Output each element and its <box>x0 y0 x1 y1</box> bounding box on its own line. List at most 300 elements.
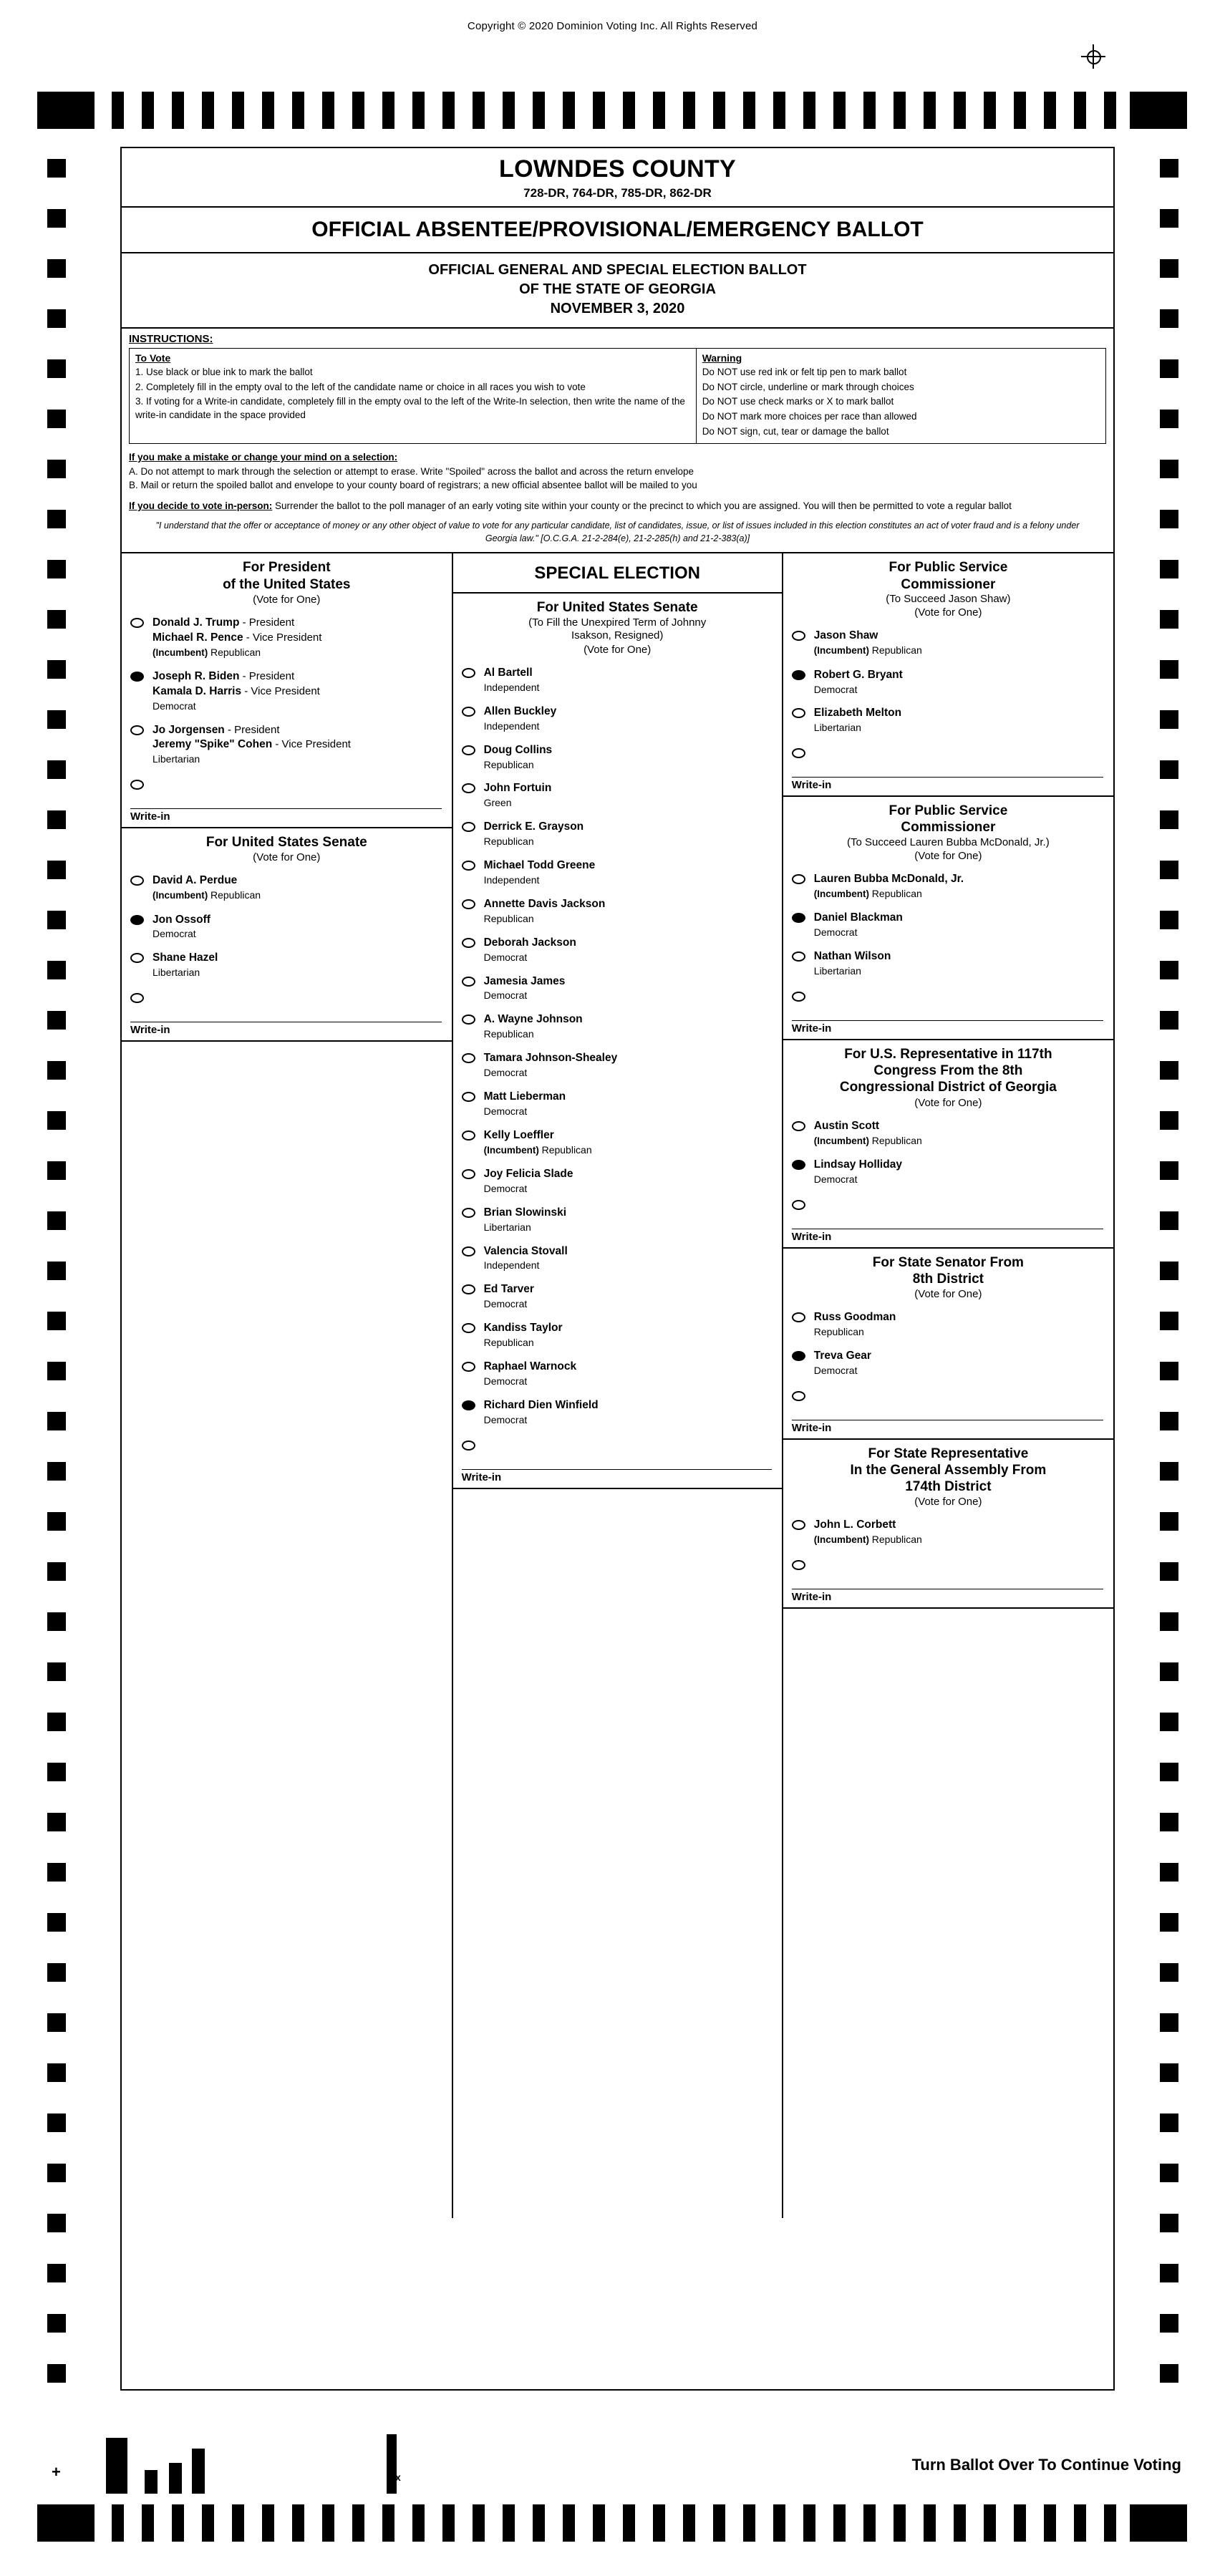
mistake-item-a: A. Do not attempt to mark through the selection or attempt to erase. Write "Spoiled" across the ballot and across the return envelope <box>129 465 694 477</box>
vote-oval-empty[interactable] <box>462 938 475 948</box>
timing-mark <box>1160 1662 1178 1681</box>
vote-for-instruction: (Vote for One) <box>914 1287 982 1300</box>
candidate-name: John Fortuin <box>483 782 552 795</box>
candidate-option[interactable] <box>453 1007 782 1045</box>
vote-oval-empty[interactable] <box>462 1284 475 1294</box>
party-label: Republican <box>483 1337 534 1349</box>
party-label: Democrat <box>152 928 196 940</box>
election-header <box>122 253 1113 329</box>
vote-oval-empty[interactable] <box>462 1323 475 1333</box>
candidate-name: Richard Dien Winfield <box>483 1398 599 1411</box>
candidate-text <box>814 1119 922 1148</box>
write-in-option[interactable] <box>453 1431 782 1453</box>
candidate-name: Donald J. Trump <box>152 616 240 629</box>
contest-header <box>783 1440 1113 1513</box>
timing-mark <box>322 2504 334 2542</box>
party-label: Republican <box>210 889 261 901</box>
candidate-name: Jon Ossoff <box>152 913 210 926</box>
timing-mark <box>47 1813 66 1831</box>
candidate-option[interactable] <box>453 930 782 969</box>
candidate-office: - President <box>224 723 280 736</box>
timing-mark <box>412 2504 425 2542</box>
candidate-text <box>484 1051 618 1080</box>
candidate-name: Lindsay Holliday <box>813 1158 902 1171</box>
candidate-name: A. Wayne Johnson <box>483 1013 583 1026</box>
timing-mark <box>47 1713 66 1731</box>
timing-mark <box>1074 92 1086 129</box>
timing-mark <box>47 1963 66 1982</box>
vote-oval-empty[interactable] <box>462 1053 475 1063</box>
contest-title-line: Commissioner <box>901 576 996 592</box>
vote-oval-filled[interactable] <box>792 1351 805 1361</box>
timing-mark <box>47 309 66 328</box>
warning-item: Do NOT use red ink or felt tip pen to mark ballot <box>702 367 907 377</box>
party-label: Green <box>483 797 512 809</box>
timing-mark <box>442 2504 455 2542</box>
timing-mark <box>47 1312 66 1330</box>
write-in-oval-empty[interactable] <box>792 748 805 758</box>
candidate-option[interactable] <box>453 969 782 1007</box>
timing-mark <box>683 92 695 129</box>
instructions-title: INSTRUCTIONS: <box>129 333 213 345</box>
vote-oval-empty[interactable] <box>792 1121 805 1131</box>
timing-mark <box>352 92 364 129</box>
timing-mark <box>47 2013 66 2032</box>
timing-mark <box>47 2113 66 2132</box>
candidate-option[interactable] <box>453 660 782 699</box>
party-label: Libertarian <box>152 753 200 765</box>
candidate-name: Tamara Johnson-Shealey <box>483 1052 618 1065</box>
write-in-oval-empty[interactable] <box>130 780 144 790</box>
candidate-option[interactable] <box>783 905 1113 944</box>
timing-mark <box>1160 2164 1178 2182</box>
candidate-option[interactable] <box>783 623 1113 662</box>
candidate-option[interactable] <box>783 944 1113 982</box>
candidate-option[interactable] <box>122 717 452 771</box>
candidate-option[interactable] <box>783 662 1113 701</box>
vote-oval-empty[interactable] <box>792 708 805 718</box>
timing-mark <box>593 92 605 129</box>
timing-mark <box>47 1211 66 1230</box>
write-in-oval-empty[interactable] <box>792 1391 805 1401</box>
timing-mark <box>1160 1763 1178 1781</box>
candidate-option[interactable] <box>122 610 452 664</box>
candidate-option[interactable] <box>453 853 782 891</box>
write-in-option[interactable] <box>122 770 452 793</box>
timing-mark <box>47 1412 66 1430</box>
incumbent-label: (Incumbent) <box>152 647 210 658</box>
party-label: Democrat <box>152 699 196 712</box>
incumbent-label: (Incumbent) <box>813 1534 872 1545</box>
timing-mark <box>1160 309 1178 328</box>
candidate-option[interactable] <box>122 664 452 717</box>
vote-oval-empty[interactable] <box>462 1169 475 1179</box>
timing-mark <box>863 2504 876 2542</box>
timing-mark <box>412 92 425 129</box>
timing-mark <box>202 2504 214 2542</box>
party-label: Libertarian <box>483 1221 531 1233</box>
ballot-header-county <box>122 148 1113 208</box>
to-vote-item: 3. If voting for a Write-in candidate, completely fill in the empty oval to the left of the Write-In selection, then write the name of the write-in candidate in the space provided <box>135 396 685 420</box>
contest-title-line: For United States Senate <box>205 835 367 851</box>
county-name: LOWNDES COUNTY <box>499 155 736 183</box>
candidate-text <box>152 616 321 659</box>
candidate-option[interactable] <box>453 814 782 853</box>
running-mate-name: Jeremy "Spike" Cohen <box>152 738 273 751</box>
in-person-instructions <box>129 499 1106 513</box>
timing-mark <box>1160 1612 1178 1631</box>
ballot-column-1 <box>122 553 453 2218</box>
contest-title-line: Congress From the 8th <box>873 1063 1023 1079</box>
candidate-name: Lauren Bubba McDonald, Jr. <box>813 873 964 886</box>
timing-mark <box>47 1763 66 1781</box>
write-in-label: Write-in <box>462 1469 772 1483</box>
instructions-warning <box>696 348 1106 444</box>
vote-oval-empty[interactable] <box>462 1362 475 1372</box>
election-line-2: OF THE STATE OF GEORGIA <box>519 281 716 297</box>
candidate-option[interactable] <box>783 1113 1113 1152</box>
timing-mark <box>262 92 274 129</box>
write-in-option[interactable] <box>783 982 1113 1004</box>
timing-mark <box>1160 660 1178 679</box>
vote-oval-empty[interactable] <box>792 1520 805 1530</box>
ballot-frame <box>120 147 1115 2391</box>
incumbent-label: (Incumbent) <box>483 1144 542 1156</box>
timing-mark <box>894 92 906 129</box>
candidate-option[interactable] <box>453 1045 782 1084</box>
timing-mark <box>503 92 515 129</box>
candidate-option[interactable] <box>453 1161 782 1200</box>
vote-oval-empty[interactable] <box>462 745 475 755</box>
timing-mark <box>1160 1412 1178 1430</box>
vote-oval-filled[interactable] <box>130 915 144 925</box>
candidate-name: Derrick E. Grayson <box>483 820 584 833</box>
vote-oval-empty[interactable] <box>462 1092 475 1102</box>
timing-mark <box>713 92 725 129</box>
candidate-option[interactable] <box>453 1084 782 1123</box>
candidate-name: Allen Buckley <box>483 704 557 717</box>
contest-title-line: For State Senator From <box>872 1254 1024 1270</box>
mistake-instructions <box>129 450 1106 493</box>
vote-oval-empty[interactable] <box>792 874 805 884</box>
party-label: Republican <box>483 912 534 924</box>
timing-mark <box>593 2504 605 2542</box>
candidate-name: Brian Slowinski <box>483 1206 566 1219</box>
vote-oval-empty[interactable] <box>792 952 805 962</box>
running-mate-office: - Vice President <box>241 684 320 697</box>
vote-oval-empty[interactable] <box>792 1312 805 1322</box>
vote-oval-empty[interactable] <box>462 1208 475 1218</box>
timing-mark <box>1044 92 1056 129</box>
write-in-option[interactable] <box>783 1191 1113 1213</box>
timing-mark <box>47 610 66 629</box>
party-label: Democrat <box>483 1375 528 1387</box>
candidate-option[interactable] <box>453 891 782 930</box>
timing-mark <box>232 2504 244 2542</box>
timing-mark <box>47 961 66 979</box>
candidate-option[interactable] <box>783 1152 1113 1191</box>
write-in-label: Write-in <box>792 1420 1103 1434</box>
timing-mark-block-bottom-right <box>1130 2504 1187 2542</box>
contest-header <box>783 797 1113 866</box>
candidate-option[interactable] <box>453 1277 782 1315</box>
to-vote-item: 2. Completely fill in the empty oval to the left of the candidate name or choice in all races you wish to vote <box>135 381 586 392</box>
timing-mark <box>47 861 66 879</box>
timing-mark <box>47 1161 66 1180</box>
candidate-text <box>814 872 964 901</box>
candidate-name: David A. Perdue <box>152 874 238 887</box>
candidate-name: Ed Tarver <box>483 1283 534 1296</box>
vote-oval-filled[interactable] <box>792 670 805 680</box>
incumbent-label: (Incumbent) <box>813 645 872 657</box>
candidate-name: Robert G. Bryant <box>813 668 903 681</box>
candidate-option[interactable] <box>783 1304 1113 1343</box>
contest-title-line: For State Representative <box>868 1446 1029 1461</box>
timing-mark <box>1074 2504 1086 2542</box>
candidate-option[interactable] <box>453 1393 782 1431</box>
candidate-office: - President <box>239 616 295 629</box>
write-in-oval-empty[interactable] <box>130 993 144 1003</box>
candidate-text <box>484 1012 583 1041</box>
timing-mark <box>47 1111 66 1130</box>
party-label: Libertarian <box>813 722 861 734</box>
vote-oval-filled[interactable] <box>130 672 144 682</box>
candidate-option[interactable] <box>453 737 782 776</box>
timing-mark <box>47 1011 66 1030</box>
timing-mark <box>47 810 66 829</box>
write-in-oval-empty[interactable] <box>792 1200 805 1210</box>
timing-mark <box>653 92 665 129</box>
in-person-text: Surrender the ballot to the poll manager of an early voting site within your county or the precinct to which you are assigned. You will then be permitted to vote a regular ballot <box>275 500 1012 511</box>
timing-mark <box>1160 1161 1178 1180</box>
contest-psc-shaw <box>783 553 1113 797</box>
candidate-text <box>814 949 891 978</box>
to-vote-heading: To Vote <box>135 352 171 364</box>
candidate-text <box>484 1282 534 1311</box>
candidate-name: Russ Goodman <box>813 1310 896 1323</box>
timing-mark <box>773 92 785 129</box>
timing-mark <box>1160 1963 1178 1982</box>
write-in-label: Write-in <box>130 808 442 823</box>
to-vote-item: 1. Use black or blue ink to mark the ballot <box>135 367 313 377</box>
contest-header <box>783 1040 1113 1113</box>
warning-heading: Warning <box>702 352 742 364</box>
timing-mark <box>1160 460 1178 478</box>
contest-title-line: Congressional District of Georgia <box>839 1080 1057 1095</box>
timing-mark <box>1014 2504 1026 2542</box>
candidate-option[interactable] <box>453 775 782 814</box>
party-label: Libertarian <box>152 967 200 979</box>
timing-mark <box>47 1562 66 1581</box>
ballot-type-label: OFFICIAL ABSENTEE/PROVISIONAL/EMERGENCY BALLOT <box>311 218 924 241</box>
timing-mark <box>1160 810 1178 829</box>
candidate-text <box>814 1310 896 1339</box>
timing-mark <box>1160 1512 1178 1531</box>
write-in-option[interactable] <box>783 1551 1113 1573</box>
candidate-option[interactable] <box>783 866 1113 905</box>
ballot-type-header <box>122 208 1113 253</box>
timing-mark <box>863 92 876 129</box>
candidate-text <box>484 743 553 772</box>
candidate-name: Doug Collins <box>483 743 553 756</box>
vote-oval-empty[interactable] <box>462 977 475 987</box>
vote-oval-empty[interactable] <box>462 783 475 793</box>
party-label: Democrat <box>813 683 858 695</box>
vote-oval-filled[interactable] <box>792 1160 805 1170</box>
timing-mark <box>1160 2264 1178 2282</box>
candidate-name: Jamesia James <box>483 974 566 987</box>
candidate-text <box>484 897 606 926</box>
timing-mark <box>47 2314 66 2333</box>
running-mate-name: Kamala D. Harris <box>152 684 242 697</box>
timing-mark <box>1160 359 1178 378</box>
candidate-option[interactable] <box>122 868 452 906</box>
candidate-name: Daniel Blackman <box>813 911 903 924</box>
ballot-columns <box>122 553 1113 2218</box>
timing-mark <box>47 1662 66 1681</box>
alignment-plus-mark: + <box>52 2463 61 2481</box>
contest-title-line: Commissioner <box>901 820 996 836</box>
vote-oval-empty[interactable] <box>462 861 475 871</box>
candidate-option[interactable] <box>453 1354 782 1393</box>
timing-mark <box>1160 2063 1178 2082</box>
write-in-oval-empty[interactable] <box>462 1440 475 1451</box>
voter-fraud-oath: "I understand that the offer or acceptance of money or any other object of value to vote for any particular candidate, list of candidates, issue, or list of issues included in this election constitutes an act of voter fraud and is a felony under Georgia law." [O.C.G.A. 21-2-284(e), 21-2-285(h) and 21-2-383(a)] <box>155 520 1080 543</box>
write-in-option[interactable] <box>783 739 1113 761</box>
mistake-heading: If you make a mistake or change your mind on a selection: <box>129 452 398 463</box>
vote-oval-empty[interactable] <box>462 1130 475 1141</box>
timing-mark <box>623 92 635 129</box>
candidate-option[interactable] <box>783 700 1113 739</box>
candidate-option[interactable] <box>453 1123 782 1161</box>
contest-subtitle-line: (To Fill the Unexpired Term of Johnny <box>528 616 707 629</box>
contest-title-line: For Public Service <box>889 560 1008 576</box>
contest-state-senator-8 <box>783 1249 1113 1440</box>
timing-mark <box>954 92 966 129</box>
write-in-label: Write-in <box>792 1020 1103 1035</box>
vote-oval-filled[interactable] <box>792 913 805 923</box>
candidate-option[interactable] <box>122 907 452 946</box>
vote-oval-empty[interactable] <box>792 631 805 641</box>
candidate-text <box>484 974 566 1003</box>
vote-oval-empty[interactable] <box>462 707 475 717</box>
candidate-text <box>814 629 922 657</box>
vote-oval-empty[interactable] <box>462 1015 475 1025</box>
timing-mark <box>47 2164 66 2182</box>
election-date: NOVEMBER 3, 2020 <box>550 301 685 316</box>
candidate-option[interactable] <box>453 1315 782 1354</box>
election-line-1: OFFICIAL GENERAL AND SPECIAL ELECTION BALLOT <box>428 262 807 278</box>
instructions-to-vote <box>129 348 696 444</box>
candidate-name: Joy Felicia Slade <box>483 1167 573 1180</box>
candidate-text <box>814 911 903 939</box>
id-mark-4 <box>192 2449 205 2494</box>
timing-mark <box>1160 1913 1178 1932</box>
candidate-name: Michael Todd Greene <box>483 859 596 872</box>
candidate-option[interactable] <box>783 1512 1113 1551</box>
vote-oval-empty[interactable] <box>130 618 144 628</box>
timing-mark <box>47 760 66 779</box>
candidate-option[interactable] <box>122 945 452 984</box>
candidate-name: Valencia Stovall <box>483 1244 568 1257</box>
vote-oval-empty[interactable] <box>462 668 475 678</box>
candidate-option[interactable] <box>783 1343 1113 1382</box>
party-label: Republican <box>871 888 922 900</box>
write-in-oval-empty[interactable] <box>792 1560 805 1570</box>
timing-mark <box>713 2504 725 2542</box>
timing-mark <box>47 2063 66 2082</box>
candidate-office: - President <box>239 669 295 682</box>
write-in-option[interactable] <box>122 984 452 1006</box>
candidate-name: John L. Corbett <box>813 1519 896 1531</box>
contest-us-rep-8 <box>783 1040 1113 1248</box>
contest-title-line: 174th District <box>905 1478 992 1494</box>
candidate-name: Joseph R. Biden <box>152 669 240 682</box>
timing-mark <box>743 2504 755 2542</box>
timing-mark <box>47 560 66 578</box>
candidate-text <box>152 951 218 979</box>
contest-state-rep-174 <box>783 1440 1113 1609</box>
vote-oval-empty[interactable] <box>130 953 144 963</box>
candidate-text <box>814 668 903 697</box>
write-in-oval-empty[interactable] <box>792 992 805 1002</box>
contest-subtitle-line: Isakson, Resigned) <box>571 629 664 642</box>
vote-oval-empty[interactable] <box>130 876 144 886</box>
timing-mark <box>1160 1813 1178 1831</box>
vote-oval-empty[interactable] <box>130 725 144 735</box>
candidate-option[interactable] <box>453 1239 782 1277</box>
id-mark-1 <box>106 2438 127 2494</box>
candidate-text <box>484 1128 592 1157</box>
timing-mark <box>1160 911 1178 929</box>
candidate-name: Nathan Wilson <box>813 950 891 963</box>
vote-oval-filled[interactable] <box>462 1400 475 1410</box>
candidate-option[interactable] <box>453 699 782 737</box>
vote-oval-empty[interactable] <box>462 899 475 909</box>
candidate-name: Jo Jorgensen <box>152 723 225 736</box>
write-in-option[interactable] <box>783 1382 1113 1404</box>
write-in-label: Write-in <box>792 1229 1103 1243</box>
running-mate-office: - Vice President <box>243 631 322 644</box>
timing-mark <box>47 1512 66 1531</box>
timing-mark <box>954 2504 966 2542</box>
party-label: Republican <box>483 1028 534 1040</box>
vote-oval-empty[interactable] <box>462 822 475 832</box>
timing-mark <box>924 92 936 129</box>
candidate-name: Annette Davis Jackson <box>483 897 606 910</box>
timing-mark <box>984 2504 996 2542</box>
instructions-block <box>122 329 1113 553</box>
candidate-name: Treva Gear <box>813 1349 871 1362</box>
timing-mark <box>172 2504 184 2542</box>
timing-mark <box>1160 1462 1178 1481</box>
contest-us-senate-special <box>453 594 782 1488</box>
timing-mark <box>47 510 66 528</box>
timing-mark <box>653 2504 665 2542</box>
party-label: Democrat <box>483 1413 528 1425</box>
timing-mark <box>47 1262 66 1280</box>
timing-mark <box>47 209 66 228</box>
timing-mark-block-bottom-left <box>37 2504 95 2542</box>
vote-oval-empty[interactable] <box>462 1246 475 1256</box>
mistake-item-b: B. Mail or return the spoiled ballot and envelope to your county board of registrars; a new official absentee ballot will be mailed to you <box>129 480 697 491</box>
candidate-option[interactable] <box>453 1200 782 1239</box>
timing-mark <box>833 2504 846 2542</box>
incumbent-label: (Incumbent) <box>152 890 210 901</box>
timing-mark <box>47 1913 66 1932</box>
warning-item: Do NOT use check marks or X to mark ballot <box>702 396 894 407</box>
candidate-text <box>484 1244 568 1273</box>
